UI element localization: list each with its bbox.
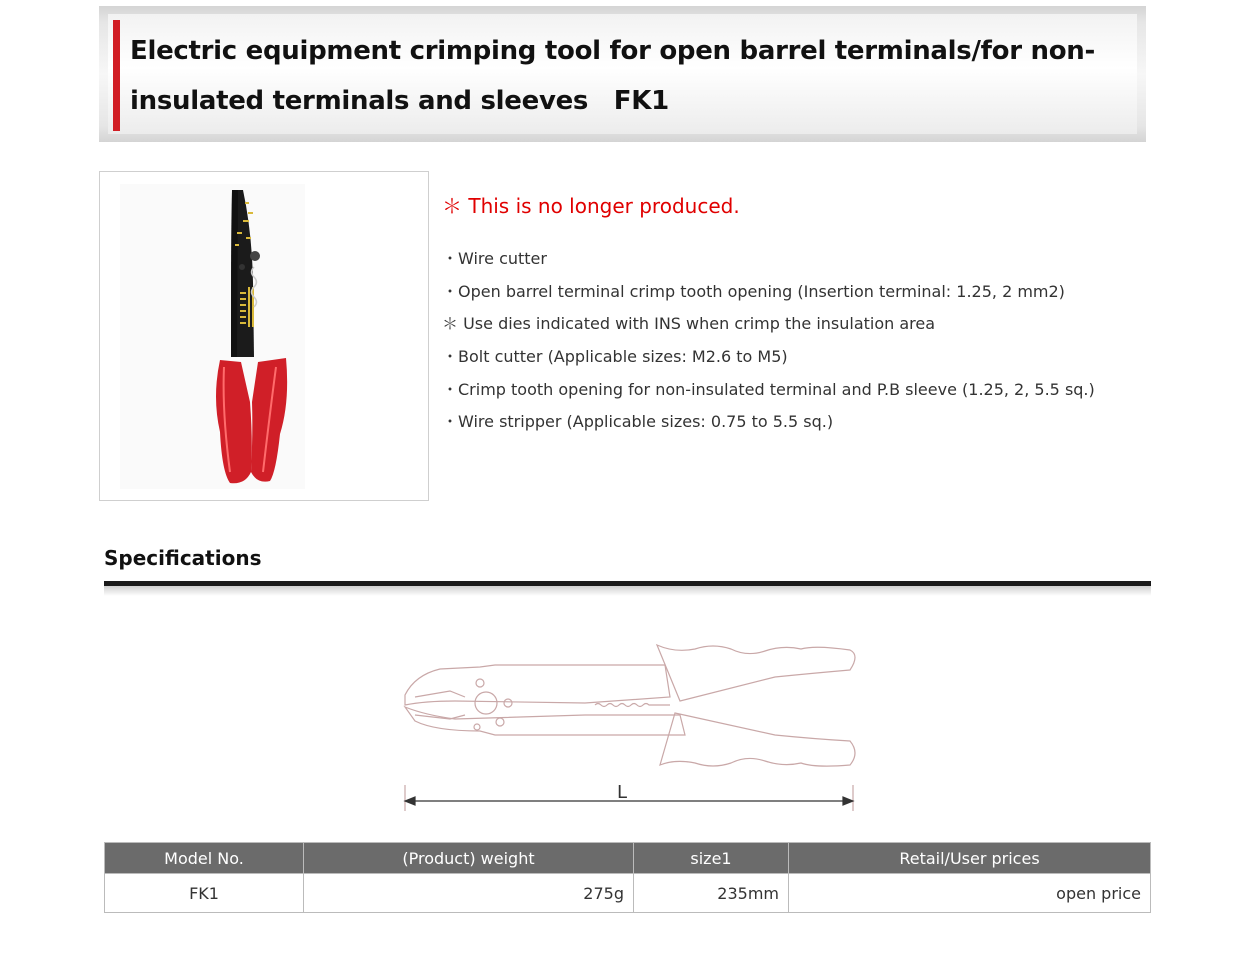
feature-item: ・Open barrel terminal crimp tooth opening (Insertion terminal: 1.25, 2 mm2) [442, 281, 1065, 301]
feature-item: ・Bolt cutter (Applicable sizes: M2.6 to M5) [442, 347, 788, 367]
size-cell: 235mm [634, 874, 789, 913]
feature-item: ＊ Use dies indicated with INS when crimp the insulation area [442, 314, 936, 334]
product-image[interactable] [99, 171, 429, 501]
feature-item: ・Wire stripper (Applicable sizes: 0.75 to 5.5 sq.) [442, 412, 834, 432]
feature-item: ・Wire cutter [442, 249, 547, 268]
column-header: (Product) weight [304, 843, 634, 874]
title-accent-bar [113, 20, 120, 131]
specifications-heading: Specifications [104, 546, 262, 570]
model-cell: FK1 [105, 874, 304, 913]
weight-cell: 275g [304, 874, 634, 913]
column-header: Model No. [105, 843, 304, 874]
column-header: size1 [634, 843, 789, 874]
feature-list [442, 246, 1095, 442]
feature-item: ・Crimp tooth opening for non-insulated terminal and P.B sleeve (1.25, 2, 5.5 sq.) [442, 379, 1095, 399]
dimension-diagram [395, 635, 865, 820]
heading-divider-shadow [104, 586, 1151, 596]
table-row [105, 874, 1151, 913]
column-header: Retail/User prices [789, 843, 1151, 874]
specifications-table [104, 842, 1151, 913]
length-label: L [617, 782, 628, 803]
discontinued-notice: ＊ This is no longer produced. [442, 194, 740, 218]
table-header-row [105, 843, 1151, 874]
crimping-tool-photo [100, 172, 428, 500]
page-title: Electric equipment crimping tool for open barrel terminals/for non-insulated terminals and sleeves FK1 [130, 36, 1095, 116]
price-cell: open price [789, 874, 1151, 913]
